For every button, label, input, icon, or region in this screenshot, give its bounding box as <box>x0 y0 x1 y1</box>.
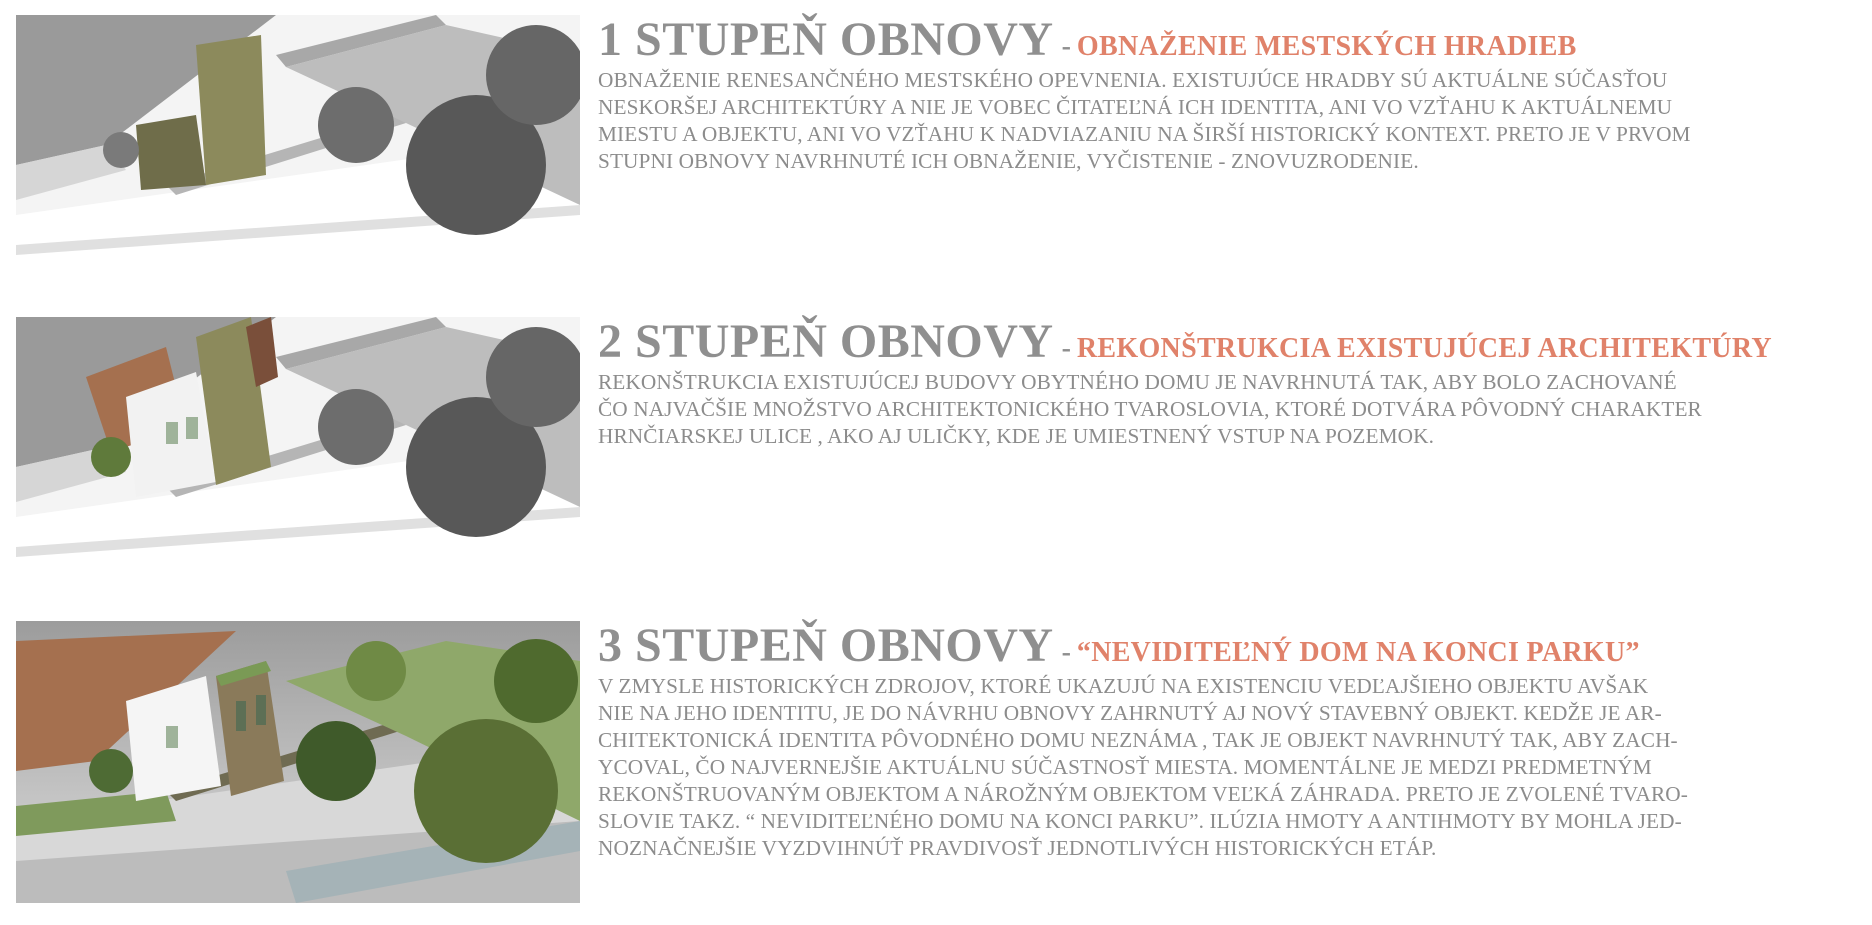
stage-1-line: OBNAŽENIE RENESANČNÉHO MESTSKÉHO OPEVNENIA. EXISTUJÚCE HRADBY SÚ AKTUÁLNE SÚČASŤOU <box>598 68 1668 92</box>
stage-1-heading <box>598 15 1853 65</box>
stage-1-title: 1 STUPEŇ OBNOVY <box>598 13 1054 66</box>
stage-2-line: ČO NAJVAČŠIE MNOŽSTVO ARCHITEKTONICKÉHO TVAROSLOVIA, KTORÉ DOTVÁRA PÔVODNÝ CHARAKTER <box>598 397 1702 421</box>
stage-3-text <box>598 621 1853 862</box>
stage-3-line: SLOVIE TAKZ. “ NEVIDITEĽNÉHO DOMU NA KONCI PARKU”. ILÚZIA HMOTY A ANTIHMOTY BY MOHLA JED- <box>598 809 1682 833</box>
stage-1-subtitle: OBNAŽENIE MESTSKÝCH HRADIEB <box>1076 31 1577 62</box>
stage-2-heading <box>598 317 1853 367</box>
stage-1 <box>0 15 1872 305</box>
stage-3-line: V ZMYSLE HISTORICKÝCH ZDROJOV, KTORÉ UKAZUJÚ NA EXISTENCIU VEDĽAJŠIEHO OBJEKTU AVŠAK <box>598 674 1649 698</box>
stage-2-render-image <box>16 317 580 599</box>
stage-1-line: STUPNI OBNOVY NAVRHNUTÉ ICH OBNAŽENIE, VYČISTENIE - ZNOVUZRODENIE. <box>598 149 1419 173</box>
stage-3 <box>0 621 1872 911</box>
stage-2-description <box>598 369 1853 450</box>
stage-3-line: NOZNAČNEJŠIE VYZDVIHNÚŤ PRAVDIVOSŤ JEDNOTLIVÝCH HISTORICKÝCH ETÁP. <box>598 836 1437 860</box>
stage-2-title: 2 STUPEŇ OBNOVY <box>598 315 1054 368</box>
stage-1-line: MIESTU A OBJEKTU, ANI VO VZŤAHU K NADVIAZANIU NA ŠIRŠÍ HISTORICKÝ KONTEXT. PRETO JE V PRVOM <box>598 122 1691 146</box>
stage-1-render-image <box>16 15 580 297</box>
stage-3-subtitle: “NEVIDITEĽNÝ DOM NA KONCI PARKU” <box>1076 637 1640 668</box>
stage-2-line: REKONŠTRUKCIA EXISTUJÚCEJ BUDOVY OBYTNÉHO DOMU JE NAVRHNUTÁ TAK, ABY BOLO ZACHOVANÉ <box>598 370 1677 394</box>
stage-2-text <box>598 317 1853 450</box>
stage-1-text <box>598 15 1853 175</box>
stage-2 <box>0 317 1872 607</box>
stage-1-dash: - <box>1061 31 1071 62</box>
stage-3-title: 3 STUPEŇ OBNOVY <box>598 619 1054 672</box>
stage-2-subtitle: REKONŠTRUKCIA EXISTUJÚCEJ ARCHITEKTÚRY <box>1076 333 1772 364</box>
stage-3-dash: - <box>1061 637 1071 668</box>
stage-3-render-image <box>16 621 580 903</box>
stage-3-description <box>598 673 1853 862</box>
stage-1-description <box>598 67 1853 175</box>
stage-1-line: NESKORŠEJ ARCHITEKTÚRY A NIE JE VOBEC ČITATEĽNÁ ICH IDENTITA, ANI VO VZŤAHU K AKTUÁLNEMU <box>598 95 1673 119</box>
stage-3-line: YCOVAL, ČO NAJVERNEJŠIE AKTUÁLNU SÚČASTNOSŤ MIESTA. MOMENTÁLNE JE MEDZI PREDMETNÝM <box>598 755 1652 779</box>
stage-3-line: CHITEKTONICKÁ IDENTITA PÔVODNÉHO DOMU NEZNÁMA , TAK JE OBJEKT NAVRHNUTÝ TAK, ABY ZACH- <box>598 728 1678 752</box>
stage-3-line: REKONŠTRUOVANÝM OBJEKTOM A NÁROŽNÝM OBJEKTOM VEĽKÁ ZÁHRADA. PRETO JE ZVOLENÉ TVARO- <box>598 782 1688 806</box>
stage-2-line: HRNČIARSKEJ ULICE , AKO AJ ULIČKY, KDE JE UMIESTNENÝ VSTUP NA POZEMOK. <box>598 424 1435 448</box>
stage-3-heading <box>598 621 1853 671</box>
stage-3-line: NIE NA JEHO IDENTITU, JE DO NÁVRHU OBNOVY ZAHRNUTÝ AJ NOVÝ STAVEBNÝ OBJEKT. KEDŽE JE AR- <box>598 701 1662 725</box>
stage-2-dash: - <box>1061 333 1071 364</box>
